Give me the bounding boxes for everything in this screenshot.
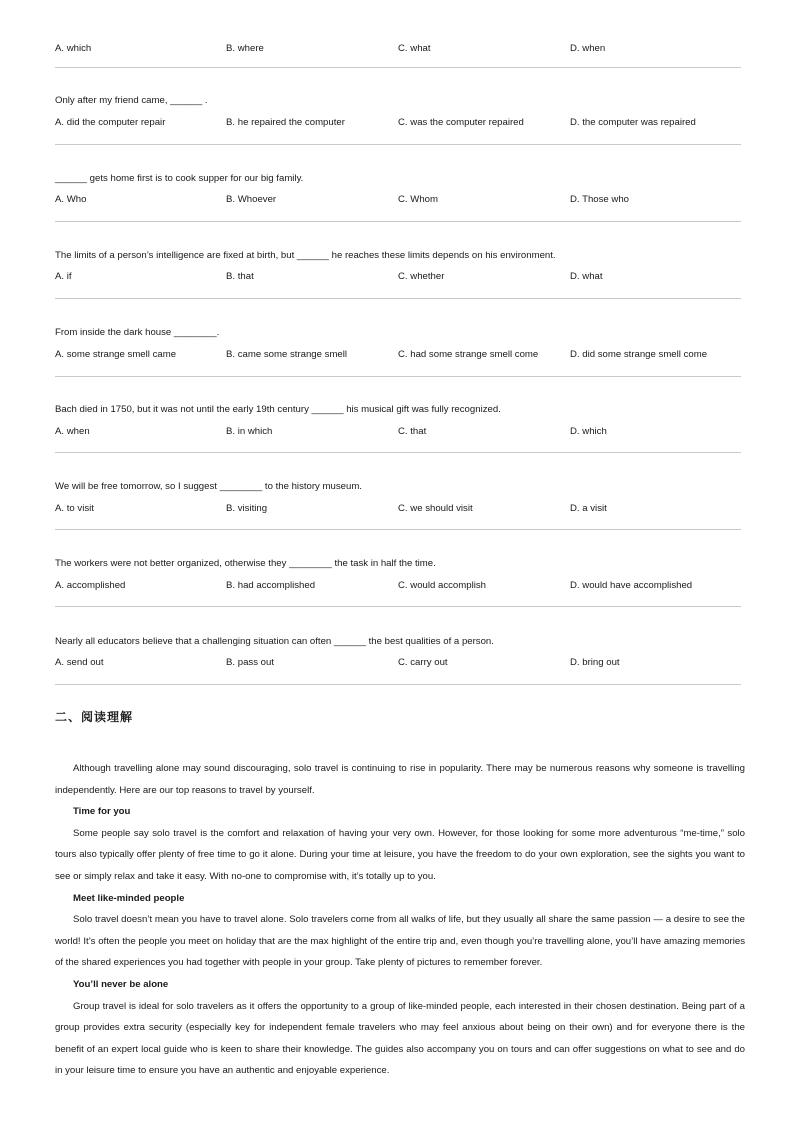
- divider: [55, 67, 741, 68]
- option-a: A. Who: [55, 194, 87, 205]
- passage-heading: Meet like-minded people: [73, 892, 185, 904]
- option-b: B. that: [226, 271, 254, 282]
- option-a: A. to visit: [55, 503, 94, 514]
- option-c: C. carry out: [398, 657, 448, 668]
- option-d: D. what: [570, 271, 603, 282]
- option-c: C. had some strange smell come: [398, 349, 539, 360]
- divider: [55, 529, 741, 530]
- divider: [55, 298, 741, 299]
- passage-paragraph: Some people say solo travel is the comfort and relaxation of having your very own. However, for those looking for some more adventurous “me-time,” solo tours also typically offer plenty of free time to go it alone. During your time at leisure, you have the freedom to do your own exploration, see the sights you want to see or simply relax and take it easy. With no-one to compromise with, it’s totally up to you.: [55, 827, 745, 882]
- option-a: A. when: [55, 426, 90, 437]
- divider: [55, 144, 741, 145]
- option-a: A. if: [55, 271, 72, 282]
- option-b: B. in which: [226, 426, 273, 437]
- question-stem: From inside the dark house ________.: [55, 327, 220, 338]
- reading-passage: [55, 758, 745, 1082]
- option-c: C. we should visit: [398, 503, 473, 514]
- option-d: D. would have accomplished: [570, 580, 693, 591]
- option-b: B. visiting: [226, 503, 268, 514]
- option-d: D. which: [570, 426, 607, 437]
- options-row: [55, 117, 741, 129]
- option-a: A. accomplished: [55, 580, 126, 591]
- option-c: C. what: [398, 43, 431, 54]
- option-a: A. send out: [55, 657, 104, 668]
- question-stem: The workers were not better organized, otherwise they ________ the task in half the time.: [55, 558, 436, 569]
- divider: [55, 606, 741, 607]
- divider: [55, 684, 741, 685]
- divider: [55, 452, 741, 453]
- options-row: [55, 194, 741, 206]
- question-stem: Bach died in 1750, but it was not until the early 19th century ______ his musical gift was fully recognized.: [55, 404, 501, 415]
- section-title: 二、阅读理解: [55, 710, 134, 724]
- question-stem: Nearly all educators believe that a challenging situation can often ______ the best qualities of a person.: [55, 636, 494, 647]
- option-c: C. Whom: [398, 194, 438, 205]
- passage-heading: You’ll never be alone: [73, 978, 169, 990]
- option-b: B. pass out: [226, 657, 274, 668]
- option-b: B. Whoever: [226, 194, 277, 205]
- passage-paragraph: Group travel is ideal for solo travelers as it offers the opportunity to a group of like-minded people, each interested in their chosen destination. Being part of a group provides extra security (especially key for independent female travelers who may feel anxious about being on their own) and for everyone there is the benefit of an expert local guide who is keen to share their knowledge. The guides also accompany you on tours and can offer suggestions on what to see and do in your leisure time to ensure you have an authentic and enjoyable experience.: [55, 1000, 745, 1077]
- options-row: [55, 349, 741, 361]
- option-c: C. would accomplish: [398, 580, 486, 591]
- passage-intro: Although travelling alone may sound discouraging, solo travel is continuing to rise in popularity. There may be numerous reasons why someone is travelling independently. Here are our top reasons to travel by yourself.: [55, 763, 745, 796]
- option-d: D. Those who: [570, 194, 630, 205]
- option-c: C. that: [398, 426, 427, 437]
- option-c: C. was the computer repaired: [398, 117, 524, 128]
- option-c: C. whether: [398, 271, 445, 282]
- question-stem: The limits of a person’s intelligence are fixed at birth, but ______ he reaches these limits depends on his environment.: [55, 250, 556, 261]
- option-d: D. a visit: [570, 503, 607, 514]
- option-b: B. where: [226, 43, 264, 54]
- options-row: [55, 426, 741, 438]
- option-d: D. did some strange smell come: [570, 349, 708, 360]
- question-stem: We will be free tomorrow, so I suggest ________ to the history museum.: [55, 481, 362, 492]
- options-row: [55, 271, 741, 283]
- passage-paragraph: Solo travel doesn’t mean you have to travel alone. Solo travelers come from all walks of life, but they usually all share the same passion — a desire to see the world! It’s often the people you meet on holiday that are the max highlight of the entire trip and, even though you’re travelling alone, you’ll have amazing memories of the shared experiences you had together with people in your group. Take plenty of pictures to remember forever.: [55, 914, 745, 969]
- divider: [55, 221, 741, 222]
- options-row: [55, 43, 741, 55]
- option-a: A. which: [55, 43, 92, 54]
- option-a: A. did the computer repair: [55, 117, 166, 128]
- options-row: [55, 657, 741, 669]
- question-stem: Only after my friend came, ______ .: [55, 95, 208, 106]
- question-stem: ______ gets home first is to cook supper for our big family.: [55, 173, 304, 184]
- option-b: B. came some strange smell: [226, 349, 348, 360]
- passage-heading: Time for you: [73, 806, 131, 818]
- options-row: [55, 503, 741, 515]
- option-d: D. the computer was repaired: [570, 117, 696, 128]
- options-row: [55, 580, 741, 592]
- divider: [55, 376, 741, 377]
- option-d: D. when: [570, 43, 606, 54]
- option-b: B. he repaired the computer: [226, 117, 345, 128]
- option-a: A. some strange smell came: [55, 349, 177, 360]
- option-d: D. bring out: [570, 657, 620, 668]
- option-b: B. had accomplished: [226, 580, 316, 591]
